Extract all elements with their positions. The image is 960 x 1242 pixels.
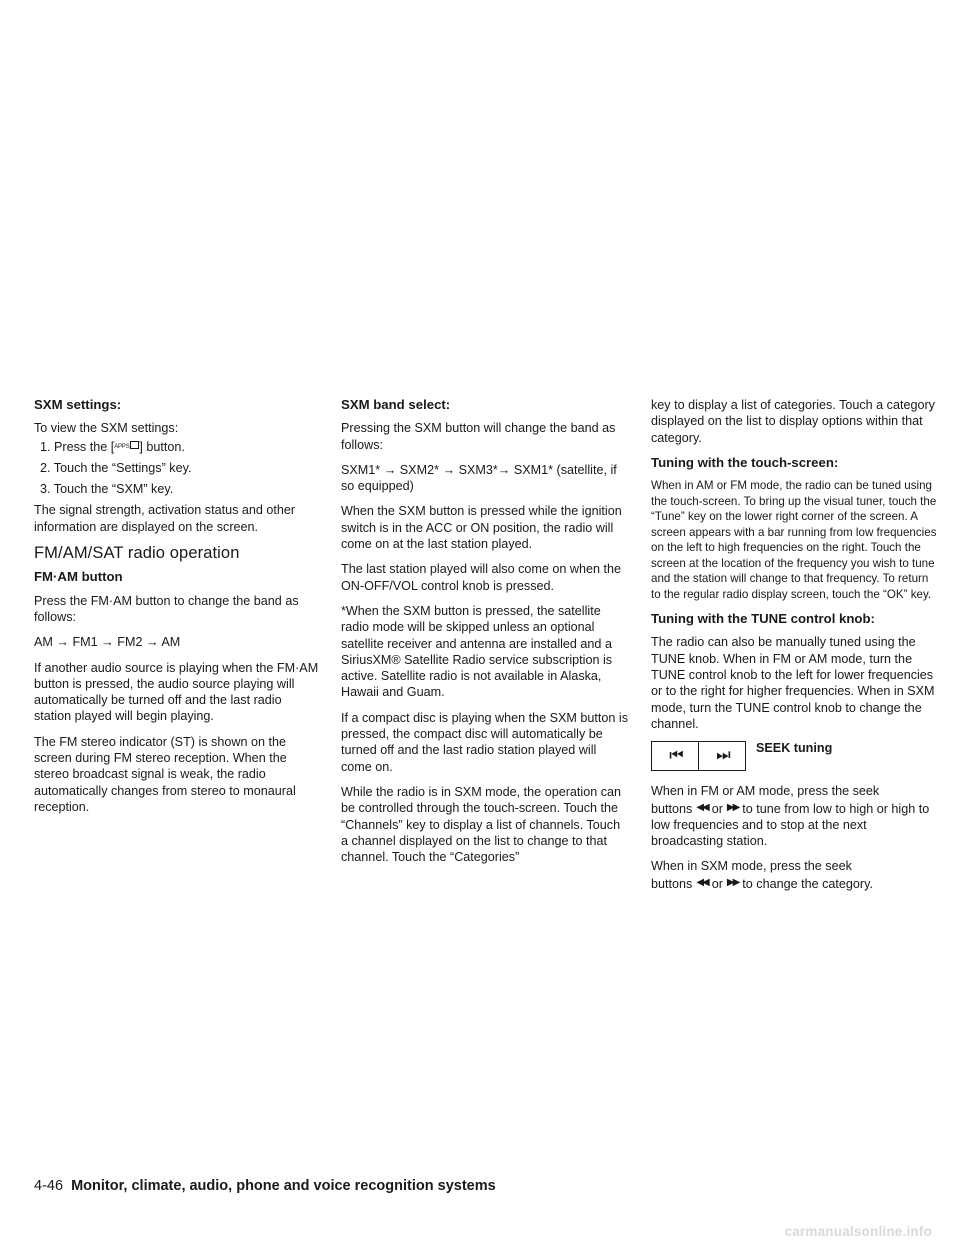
- seek-p2-end: to change the category.: [742, 876, 873, 891]
- signal-text: The signal strength, activation status and other information are displayed on the screen.: [34, 503, 296, 534]
- section-title: FM/AM/SAT radio operation: [34, 544, 240, 563]
- fmam-paragraph-3: The FM stereo indicator (ST) is shown on the screen during FM stereo reception. When the stereo broadcast signal is weak, the radio automatically changes from stereo to monaural reception.: [34, 734, 296, 814]
- settings-steps: [34, 439, 322, 498]
- band-select-heading: SXM band select:: [341, 397, 451, 412]
- band-paragraph-6: While the radio is in SXM mode, the operation can be controlled through the touch-screen. Touch the “Channels” key to display a list of channels. Touch a channel displayed on the list to change to that channel. Touch the “Categories”: [341, 784, 622, 865]
- step-1-post: ] button.: [139, 439, 185, 454]
- tune-knob-paragraph: The radio can also be manually tuned using the TUNE knob. When in FM or AM mode, turn the TUNE control knob to the left for lower frequencies or to the right for higher frequencies. When in SXM mode, turn the TUNE control knob to change the channel.: [651, 635, 935, 731]
- step-1-pre: 1. Press the [: [40, 439, 115, 454]
- seek-forward-icon: ⏭: [699, 741, 746, 771]
- watermark: carmanualsonline.info: [784, 1224, 932, 1239]
- step-3: 3. Touch the “SXM” key.: [40, 482, 174, 497]
- seek-forward-inline-icon: ▶▶: [726, 801, 739, 813]
- tune-knob-heading: Tuning with the TUNE control knob:: [651, 611, 875, 627]
- fmam-paragraph-1: Press the FM·AM button to change the band as follows:: [34, 593, 299, 624]
- step-1: [34, 439, 322, 455]
- band-paragraph-5: If a compact disc is playing when the SXM button is pressed, the compact disc will automatically be turned off and the last radio station played will come on.: [341, 710, 628, 774]
- seek-or-2: or: [711, 876, 723, 891]
- seek-p1-start: When in FM or AM mode, press the seek buttons: [651, 784, 880, 816]
- seek-back-inline-icon-2: ◀◀: [696, 876, 708, 888]
- step-2: 2. Touch the “Settings” key.: [40, 460, 192, 475]
- seek-p1-end: to tune from low to high or high to low frequencies and to stop at the next broadcasting station.: [651, 801, 930, 849]
- page-number: 4-46: [34, 1178, 64, 1194]
- seek-paragraph-2: [651, 858, 939, 892]
- page-footer: [34, 1178, 496, 1194]
- fmam-sequence: AM → FM1 → FM2 → AM: [34, 635, 181, 650]
- seek-back-icon: ⏮: [651, 741, 699, 771]
- column-3: [651, 397, 939, 901]
- seek-tuning-label: SEEK tuning: [756, 741, 833, 756]
- band-paragraph-3: The last station played will also come on when the ON-OFF/VOL control knob is pressed.: [341, 562, 622, 593]
- column-2: [341, 397, 629, 874]
- chapter-title: Monitor, climate, audio, phone and voice recognition systems: [71, 1178, 496, 1194]
- band-sequence: SXM1* → SXM2* → SXM3*→ SXM1* (satellite, if so equipped): [341, 462, 617, 494]
- seek-tuning-row: [651, 741, 939, 771]
- fmam-heading: FM·AM button: [34, 569, 123, 585]
- to-view-text: To view the SXM settings:: [34, 421, 179, 436]
- seek-paragraph-1: [651, 783, 939, 849]
- band-paragraph-2: When the SXM button is pressed while the ignition switch is in the ACC or ON position, the radio will come on at the last station played.: [341, 504, 622, 552]
- sxm-settings-heading: SXM settings:: [34, 397, 122, 412]
- column-1: [34, 397, 322, 824]
- touch-screen-heading: Tuning with the touch-screen:: [651, 454, 839, 470]
- band-paragraph-1: Pressing the SXM button will change the band as follows:: [341, 421, 616, 452]
- categories-continued: key to display a list of categories. Touch a category displayed on the list to display options within that category.: [651, 398, 935, 445]
- seek-or-1: or: [711, 801, 723, 816]
- band-paragraph-4: *When the SXM button is pressed, the satellite radio mode will be skipped unless an optional satellite receiver and antenna are installed and a SiriusXM® Satellite Radio service subscription is active. Satellite radio is not available in Alaska, Hawaii and Guam.: [341, 603, 613, 700]
- seek-p2-start: When in SXM mode, press the seek buttons: [651, 859, 852, 891]
- apps-icon-text: APPS: [114, 443, 130, 450]
- apps-icon: [114, 439, 139, 455]
- fmam-paragraph-2: If another audio source is playing when the FM·AM button is pressed, the audio source playing will automatically be turned off and the last radio station played will begin playing.: [34, 660, 319, 724]
- seek-back-inline-icon: ◀◀: [696, 801, 708, 813]
- seek-forward-inline-icon-2: ▶▶: [726, 876, 739, 888]
- touch-screen-paragraph: When in AM or FM mode, the radio can be tuned using the touch-screen. To bring up the visual tuner, touch the “Tune” key on the lower right corner of the screen. A screen appears with a bar running from low frequencies on the left to high frequencies on the right. Touch the screen at the location of the frequency you wish to tune and the station will change to that frequency. To return to the regular radio display screen, touch the “OK” key.: [651, 479, 937, 601]
